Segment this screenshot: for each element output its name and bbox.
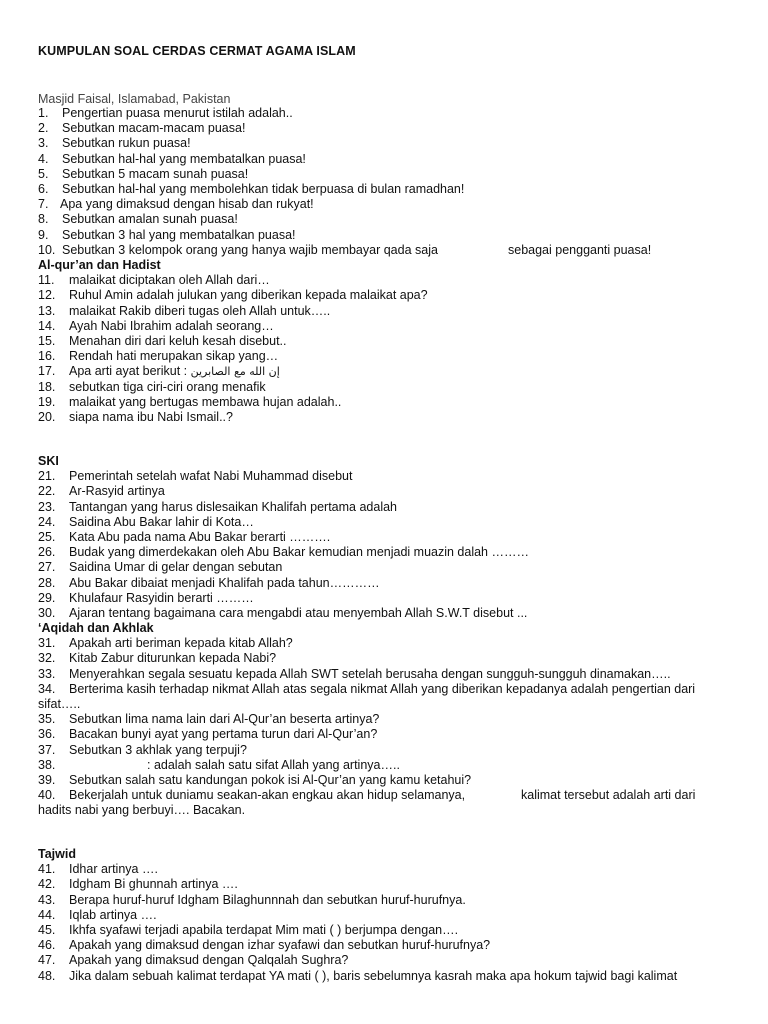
question-item: 6. Sebutkan hal-hal yang membolehkan tidak berpuasa di bulan ramadhan! [38,181,465,196]
question-item: 18. sebutkan tiga ciri-ciri orang menafik [38,379,266,394]
question-item: 1. Pengertian puasa menurut istilah adalah.. [38,106,293,120]
question-item: 8. Sebutkan amalan sunah puasa! [38,212,238,227]
question-item: 43. Berapa huruf-huruf Idgham Bilaghunnnah dan sebutkan huruf-hurufnya. [38,892,466,907]
question-item: 9. Sebutkan 3 hal yang membatalkan puasa! [38,227,296,242]
question-item: 40. Bekerjalah untuk duniamu seakan-akan engkau akan hidup selamanya, kalimat tersebut adalah arti dari [38,788,696,803]
question-item: 24. Saidina Abu Bakar lahir di Kota… [38,514,254,529]
question-item: 21. Pemerintah setelah wafat Nabi Muhammad disebut [38,469,353,484]
question-item: 7. Apa yang dimaksud dengan hisab dan rukyat! [38,197,314,212]
question-item: 35. Sebutkan lima nama lain dari Al-Qur’an beserta artinya? [38,712,380,727]
question-item: 12. Ruhul Amin adalah julukan yang diberikan kepada malaikat apa? [38,288,428,303]
question-item: 27. Saidina Umar di gelar dengan sebutan [38,560,283,575]
question-item: 13. malaikat Rakib diberi tugas oleh Allah untuk….. [38,303,331,318]
question-item: 25. Kata Abu pada nama Abu Bakar berarti ………. [38,529,331,544]
document-title: KUMPULAN SOAL CERDAS CERMAT AGAMA ISLAM [38,44,356,58]
question-item: 4. Sebutkan hal-hal yang membatalkan puasa! [38,151,306,166]
section-heading: ‘Aqidah dan Akhlak [38,621,154,635]
question-item: 45. Ikhfa syafawi terjadi apabila terdapat Mim mati ( ) berjumpa dengan…. [38,922,459,937]
question-item: 26. Budak yang dimerdekakan oleh Abu Bakar kemudian menjadi muazin dalah ……… [38,545,529,560]
question-item: 14. Ayah Nabi Ibrahim adalah seorang… [38,318,274,333]
question-item-continuation: hadits nabi yang berbuyi…. Bacakan. [38,803,246,818]
question-item: 39. Sebutkan salah satu kandungan pokok isi Al-Qur’an yang kamu ketahui? [38,772,472,787]
question-item: 16. Rendah hati merupakan sikap yang… [38,349,279,364]
question-item: 29. Khulafaur Rasyidin berarti ……… [38,590,254,605]
question-item: 44. Iqlab artinya …. [38,907,157,922]
section-heading: Al-qur’an dan Hadist [38,258,161,272]
question-item: 15. Menahan diri dari keluh kesah disebut.. [38,333,287,348]
question-item: 20. siapa nama ibu Nabi Ismail..? [38,409,233,424]
question-item: 41. Idhar artinya …. [38,862,158,877]
question-item: 2. Sebutkan macam-macam puasa! [38,121,246,136]
section-tajwid [38,847,728,984]
question-item: 33. Menyerahkan segala sesuatu kepada Allah SWT setelah berusaha dengan sungguh-sungguh dinamakan….. [38,666,671,681]
question-item: 19. malaikat yang bertugas membawa hujan adalah.. [38,394,342,409]
question-item: 46. Apakah yang dimaksud dengan izhar syafawi dan sebutkan huruf-hurufnya? [38,938,491,953]
question-item: 10. Sebutkan 3 kelompok orang yang hanya wajib membayar qada saja sebagai pengganti puasa! [38,242,652,257]
question-item: 47. Apakah yang dimaksud dengan Qalqalah Sughra? [38,953,349,968]
question-item: 30. Ajaran tentang bagaimana cara mengabdi atau menyembah Allah S.W.T disebut ... [38,605,528,620]
question-item: 42. Idgham Bi ghunnah artinya …. [38,877,238,892]
section-puasa [38,106,728,258]
question-item: 3. Sebutkan rukun puasa! [38,136,191,151]
arabic-verse: إن الله مع الصابرين [190,365,280,379]
question-item-continuation: sifat….. [38,696,81,711]
question-item: 34. Berterima kasih terhadap nikmat Allah atas segala nikmat Allah yang diberikan kepadanya adalah pengertian dari [38,681,696,696]
question-item: 28. Abu Bakar dibaiat menjadi Khalifah pada tahun………… [38,575,380,590]
document-subtitle: Masjid Faisal, Islamabad, Pakistan [38,92,231,106]
question-item: 37. Sebutkan 3 akhlak yang terpuji? [38,742,247,757]
question-item: 11. malaikat diciptakan oleh Allah dari… [38,273,270,288]
question-item: 32. Kitab Zabur diturunkan kepada Nabi? [38,651,277,666]
question-item: 31. Apakah arti beriman kepada kitab Allah? [38,636,293,651]
question-item: 48. Jika dalam sebuah kalimat terdapat YA mati ( ), baris sebelumnya kasrah maka apa hokum tajwid bagi kalimat [38,968,678,983]
section-quran-hadist [38,258,728,425]
question-item: 5. Sebutkan 5 macam sunah puasa! [38,166,249,181]
question-item: 36. Bacakan bunyi ayat yang pertama turun dari Al-Qur’an? [38,727,378,742]
section-aqidah-akhlak [38,621,728,818]
section-ski [38,454,728,621]
question-item: 17. Apa arti ayat berikut : إن الله مع الصابرين [38,364,280,379]
section-heading: SKI [38,454,59,468]
section-heading: Tajwid [38,847,76,861]
question-item: 38. : adalah salah satu sifat Allah yang artinya….. [38,757,400,772]
question-item: 23. Tantangan yang harus dislesaikan Khalifah pertama adalah [38,499,398,514]
question-item: 22. Ar-Rasyid artinya [38,484,165,499]
